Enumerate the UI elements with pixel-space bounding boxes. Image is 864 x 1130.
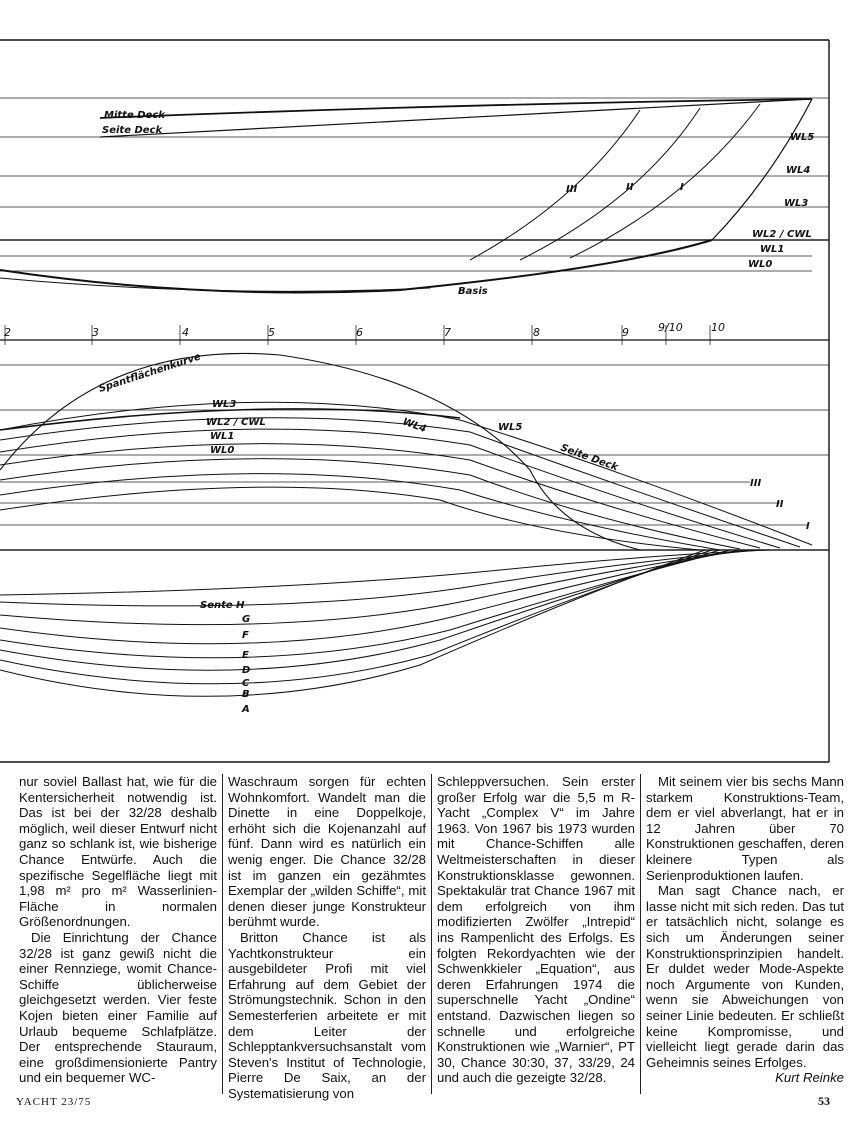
label-plan-wl0: WL0: [210, 445, 235, 456]
label-buttock-g: G: [242, 614, 251, 625]
col3-paragraph-1: Schleppversuchen. Sein erster großer Erfolg war die 5,5 m R-Yacht „Complex V“ im Jahre 1963. Von 1967 bis 1973 wurden mit Chance-Schiffen alle Weltmeisterschaften in dieser Konstruktionsklasse gewonnen. Spektakulär trat Chance 1967 mit dem erfolgreich von ihm modifizierten Zwölfer „Intrepid“ ins Rampenlicht des Erfolgs. Es folgten Rekordyachten wie der Schwenkkieler „Equation“, aus deren Erfahrungen 1974 die superschnelle Yacht „Ondine“ entstand. Dazwischen liegen so schnelle und erfolgreiche Konstruktionen wie „Warnier“, PT 30, Chance 30:30, 37, 33/29, 24 und auch die gezeigte 32/28.: [437, 774, 635, 1086]
seite-deck-line: [100, 99, 812, 137]
article-column-4: [643, 774, 847, 1094]
frame-5: 5: [268, 326, 275, 339]
label-plan-sec1: I: [806, 521, 810, 532]
section-I-profile: [570, 104, 760, 258]
mitte-deck-line: [100, 99, 812, 118]
col2-paragraph-2: Britton Chance ist als Yachtkonstrukteur ein ausgebildeter Profi mit viel Erfahrung auf dem Gebiet der Strömungstechnik. Schon in den Semesterferien arbeitete er mit dem Leiter der Schlepptankversuchsanstalt vom Steven's Institut of Technologie, Pierre De Saix, an der Systematisierung von: [228, 929, 426, 1101]
label-plan-wl3: WL3: [212, 399, 237, 410]
profile-waterlines: [0, 98, 829, 271]
label-plan-seite-deck: Seite Deck: [558, 442, 620, 474]
frame-9: 9: [622, 326, 629, 339]
label-plan-wl1: WL1: [210, 431, 235, 442]
label-basis: Basis: [458, 286, 488, 297]
label-plan-sec2: II: [776, 499, 784, 510]
label-wl1: WL1: [760, 244, 785, 255]
frame-3: 3: [92, 326, 99, 339]
label-wl0: WL0: [748, 259, 773, 270]
label-plan-wl5: WL5: [498, 422, 523, 433]
label-sec2-profile: II: [626, 182, 634, 193]
magazine-issue: YACHT 23/75: [16, 1096, 92, 1108]
frame-10: 10: [711, 321, 725, 334]
label-buttock-f: F: [242, 630, 249, 641]
col4-paragraph-1: Mit seinem vier bis sechs Mann starkem Konstruktions-Team, dem er viel abverlangt, hat er in 12 Jahren über 70 Konstruktionen geschaffen, deren kleinere Typen als Serienproduktionen laufen.: [646, 774, 844, 883]
frame-4: 4: [182, 326, 189, 339]
label-mitte-deck: Mitte Deck: [104, 110, 165, 121]
label-seite-deck: Seite Deck: [102, 125, 163, 136]
frame-7: 7: [444, 326, 451, 339]
frame-6: 6: [356, 326, 363, 339]
buttock-lines: [0, 550, 770, 696]
col2-paragraph-1: Waschraum sorgen für echten Wohnkomfort. Wandelt man die Dinette in eine Doppelkoje, erhöht sich die Kojenanzahl auf fünf. Dann wird es natürlich ein wenig enger. Die Chance 32/28 ist im ganzen ein gezähmtes Exemplar der „wilden Schiffe“, mit denen dieser junge Konstrukteur berühmt wurde.: [228, 774, 426, 930]
label-wl3: WL3: [784, 198, 809, 209]
label-wl2: WL2 / CWL: [752, 229, 812, 240]
column-divider: [431, 774, 432, 1094]
label-wl5: WL5: [790, 132, 815, 143]
basis-curve: [0, 240, 712, 293]
label-buttock-c: C: [242, 678, 250, 689]
keel-curve: [0, 278, 430, 291]
label-buttock-e: E: [242, 650, 249, 661]
column-divider: [222, 774, 223, 1094]
label-sec1-profile: I: [680, 182, 684, 193]
frame-2: 2: [4, 326, 11, 339]
col1-paragraph-2: Die Einrichtung der Chance 32/28 ist ganz gewiß nicht die einer Rennziege, womit Chance-Schiffe üblicherweise gleichgesetzt werden. Vier feste Kojen bieten einer Familie auf Urlaub bequeme Schlafplätze. Der entsprechende Stauraum, eine großdimensionierte Pantry und ein bequemer WC-: [19, 929, 217, 1086]
label-plan-wl4: WL4: [400, 416, 428, 436]
article-column-1: [16, 774, 220, 1094]
frame-9-10: 9/10: [658, 321, 683, 334]
label-wl4: WL4: [786, 165, 811, 176]
frame-8: 8: [533, 326, 540, 339]
col4-paragraph-2: Man sagt Chance nach, er lasse nicht mit sich reden. Das tut er tatsächlich nicht, solange es sich um Änderungen seiner Konstruktionsprinzipien handelt. Er duldet weder Mode-Aspekte noch Argumente von Kunden, wenn sie Abweichungen von seiner Linie bedeuten. Er schließt keine Kompromisse, und vielleicht liegt gerade darin das Geheimnis seines Erfolges.: [646, 883, 844, 1070]
label-spantflaechen: Spantflächenkurve: [97, 351, 203, 395]
column-divider: [640, 774, 641, 1094]
col1-paragraph-1: nur soviel Ballast hat, wie für die Kentersicherheit notwendig ist. Das ist bei der 32/28 deshalb möglich, weil dieser Entwurf nicht ganz so schlank ist, wie bisherige Chance Entwürfe. Auch die spezifische Segelfläche liegt mit 1,98 m² pro m² Wasserlinien-Fläche in normalen Größenordnungen.: [19, 774, 217, 930]
article-column-3: [434, 774, 638, 1094]
label-buttock-h: Sente H: [200, 600, 245, 611]
label-buttock-b: B: [242, 689, 250, 700]
page-number: 53: [818, 1094, 830, 1108]
label-sec3-profile: III: [566, 184, 578, 195]
label-plan-wl2: WL2 / CWL: [206, 417, 266, 428]
label-buttock-a: A: [242, 704, 250, 715]
label-plan-sec3: III: [750, 478, 762, 489]
plan-reference-lines: [0, 365, 829, 550]
author-signature: Kurt Reinke: [775, 1070, 844, 1086]
label-buttock-d: D: [242, 665, 251, 676]
spantflaechenkurve: [0, 353, 640, 550]
section-III-profile: [470, 110, 640, 260]
article-column-2: [225, 774, 429, 1101]
